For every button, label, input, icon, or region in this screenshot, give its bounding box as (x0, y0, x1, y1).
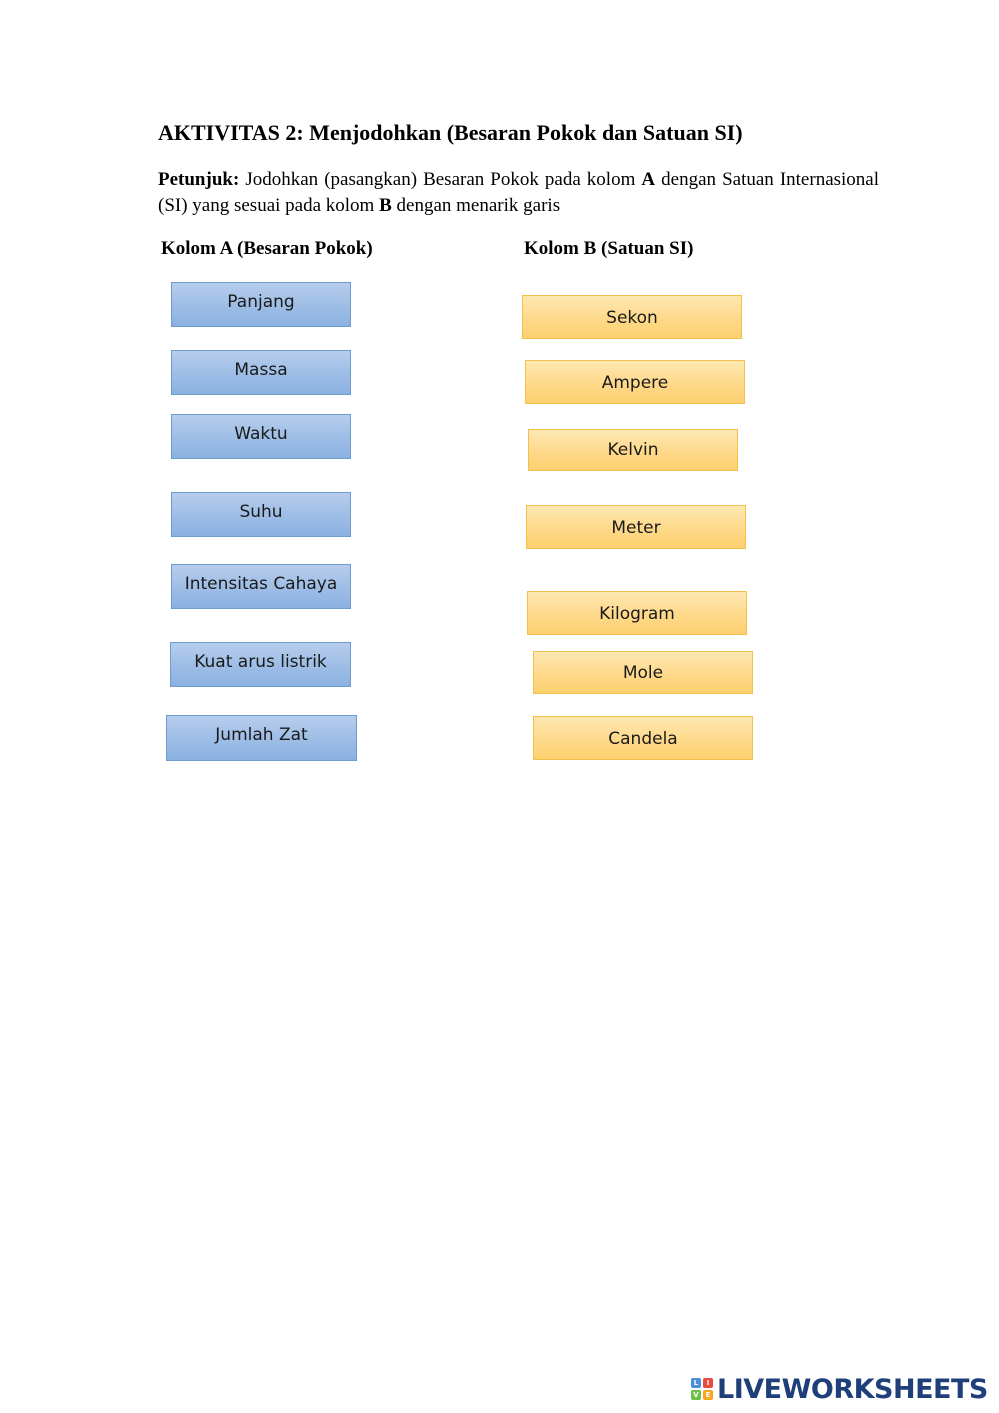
column-b-heading: Kolom B (Satuan SI) (524, 238, 694, 259)
match-item-b-meter[interactable] (526, 505, 746, 549)
activity-title: AKTIVITAS 2: Menjodohkan (Besaran Pokok dan Satuan SI) (158, 120, 743, 145)
match-item-b-candela[interactable] (533, 716, 753, 760)
instructions (158, 167, 879, 219)
match-item-label: Kelvin (607, 440, 659, 460)
match-item-label: Panjang (227, 292, 295, 312)
instructions-text-2: dengan Satuan Internasional (SI) yang sesuai pada kolom (158, 169, 880, 216)
match-item-label: Ampere (601, 373, 669, 393)
match-item-label: Kuat arus listrik (194, 652, 327, 672)
match-item-b-mole[interactable] (533, 651, 753, 694)
logo-text: LIVEWORKSHEETS (717, 1373, 988, 1405)
match-item-b-sekon[interactable] (522, 295, 742, 339)
match-item-label: Sekon (606, 308, 658, 328)
instructions-label: Petunjuk: (158, 169, 240, 190)
match-item-label: Meter (611, 518, 661, 538)
logo-mark-icon (691, 1378, 713, 1400)
logo-letter-v: V (691, 1390, 701, 1400)
match-item-label: Intensitas Cahaya (184, 574, 338, 594)
match-item-label: Massa (234, 360, 288, 380)
logo-letter-i: I (703, 1378, 713, 1388)
instructions-text-3: dengan menarik garis (391, 195, 561, 216)
logo-letter-l: L (691, 1378, 701, 1388)
match-item-label: Suhu (239, 502, 283, 522)
match-item-b-kelvin[interactable] (528, 429, 738, 471)
match-item-label: Kilogram (599, 604, 675, 624)
liveworksheets-logo (691, 1372, 988, 1406)
match-item-b-kilogram[interactable] (527, 591, 747, 635)
match-item-b-ampere[interactable] (525, 360, 745, 404)
match-item-label: Waktu (234, 424, 288, 444)
instructions-column-a: A (641, 169, 656, 190)
match-item-a-kuat-arus-listrik[interactable] (170, 642, 351, 687)
match-item-a-suhu[interactable] (171, 492, 351, 537)
match-item-a-waktu[interactable] (171, 414, 351, 459)
instructions-column-b: B (379, 195, 392, 216)
match-item-label: Candela (608, 729, 678, 749)
match-item-a-jumlah-zat[interactable] (166, 715, 357, 761)
logo-letter-e: E (703, 1390, 713, 1400)
match-item-a-intensitas-cahaya[interactable] (171, 564, 351, 609)
match-item-a-massa[interactable] (171, 350, 351, 395)
match-item-label: Mole (622, 663, 664, 683)
column-a-heading: Kolom A (Besaran Pokok) (161, 238, 373, 259)
match-item-label: Jumlah Zat (215, 725, 308, 745)
instructions-text-1: Jodohkan (pasangkan) Besaran Pokok pada kolom (239, 169, 642, 190)
match-item-a-panjang[interactable] (171, 282, 351, 327)
